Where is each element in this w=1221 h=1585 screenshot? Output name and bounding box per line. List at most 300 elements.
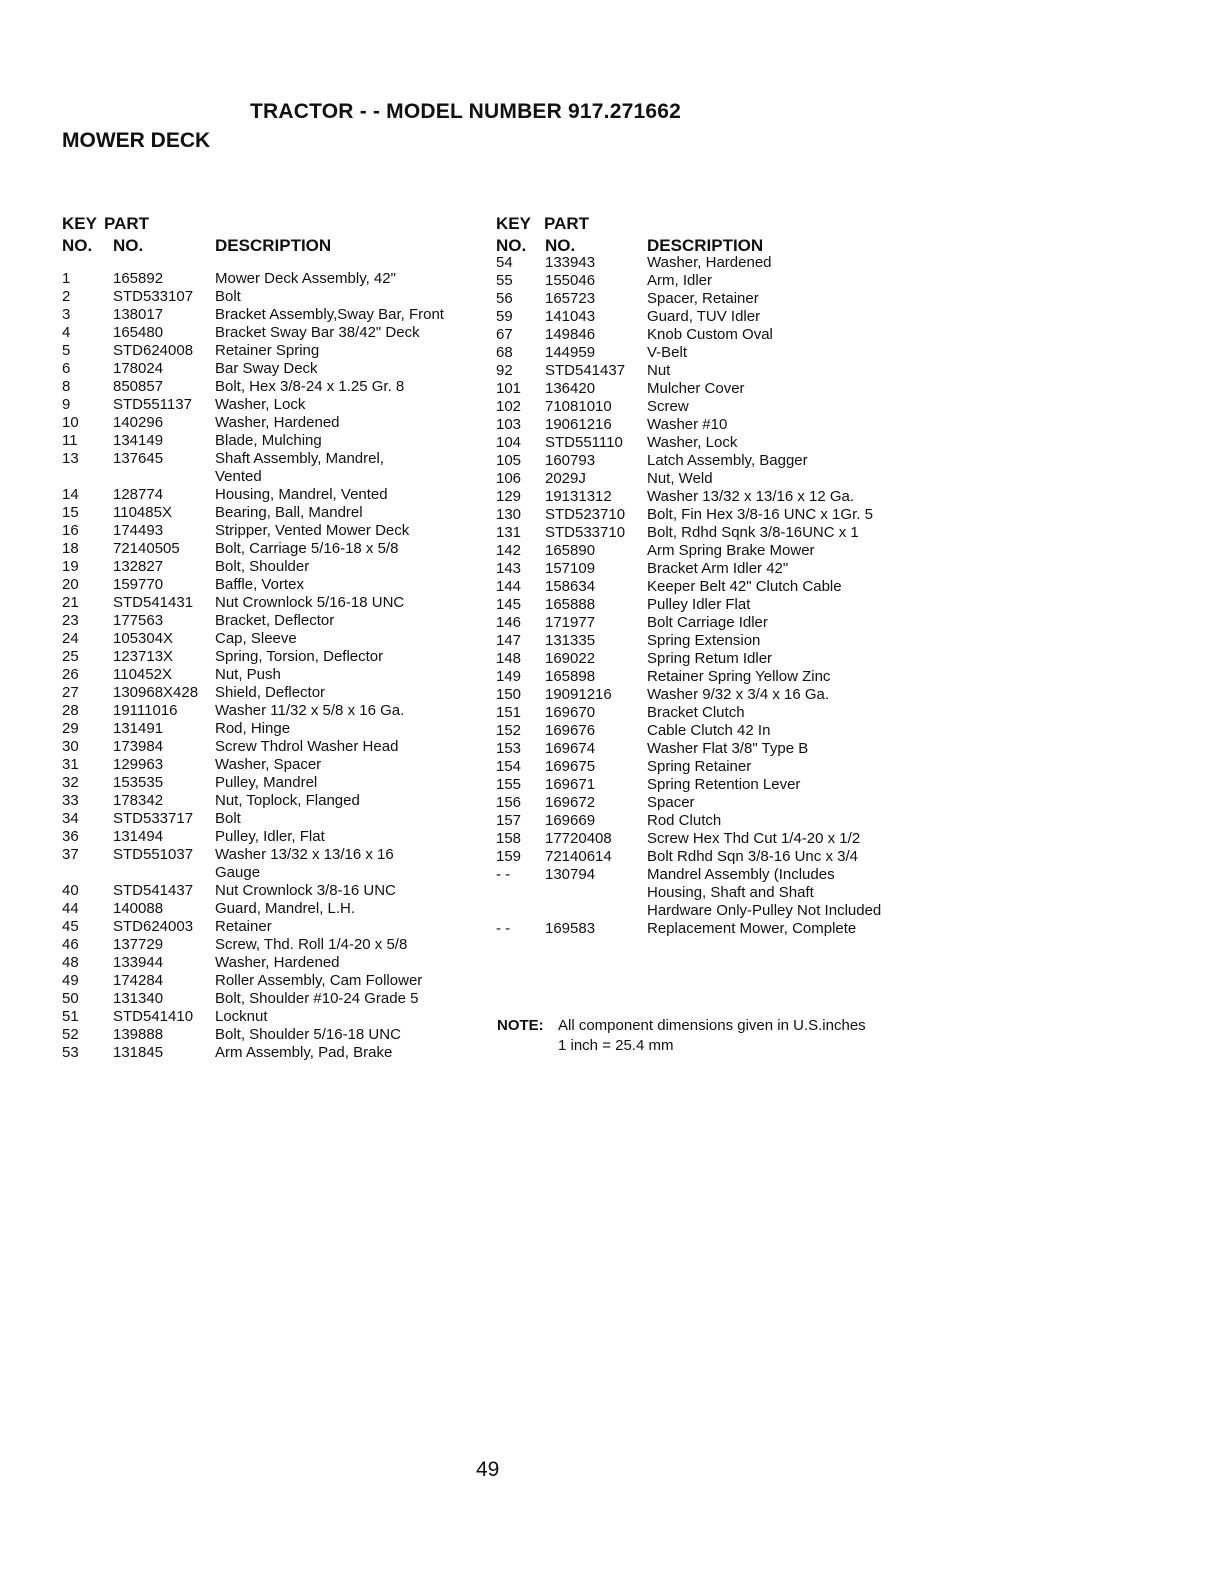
table-row [62,342,482,360]
part-number: 19091216 [545,686,612,703]
part-number: 139888 [113,1026,164,1043]
table-row [496,650,916,668]
key-number: 10 [62,414,79,431]
part-number: 178024 [113,360,164,377]
table-row [496,272,916,290]
table-row [62,540,482,558]
table-row [62,684,482,702]
part-description: Latch Assembly, Bagger [647,452,808,469]
key-number: 9 [62,396,71,413]
part-number: 105304X [113,630,174,647]
key-number: 24 [62,630,79,647]
key-number: 51 [62,1008,79,1025]
part-description: Washer 11/32 x 5/8 x 16 Ga. [215,702,405,719]
part-number: 165890 [545,542,596,559]
part-number: 153535 [113,774,164,791]
key-number: 106 [496,470,522,487]
key-number: 155 [496,776,522,793]
part-number: 169672 [545,794,596,811]
table-row [496,290,916,308]
table-row [62,504,482,522]
part-number: 165892 [113,270,164,287]
part-number: 177563 [113,612,164,629]
part-description: Shield, Deflector [215,684,326,701]
header-key: KEY [62,214,97,233]
part-number: 131340 [113,990,164,1007]
key-number: 53 [62,1044,79,1061]
part-description: Bracket Sway Bar 38/42" Deck [215,324,420,341]
table-row [496,866,916,920]
part-number: 140296 [113,414,164,431]
key-number: 153 [496,740,522,757]
table-row [496,434,916,452]
table-row [62,792,482,810]
part-number: 169669 [545,812,596,829]
part-number: 138017 [113,306,164,323]
part-description: V-Belt [647,344,688,361]
part-description: Spacer [647,794,695,811]
part-number: 128774 [113,486,164,503]
part-number: STD541437 [113,882,194,899]
part-number: 17720408 [545,830,612,847]
key-number: 67 [496,326,513,343]
key-number: 101 [496,380,522,397]
key-number: 55 [496,272,513,289]
part-number: 160793 [545,452,596,469]
part-description: Washer 9/32 x 3/4 x 16 Ga. [647,686,830,703]
table-row [62,1008,482,1026]
table-row [62,432,482,450]
part-description: Spacer, Retainer [647,290,759,307]
part-description: Washer 13/32 x 13/16 x 12 Ga. [647,488,855,505]
note-text: All component dimensions given in U.S.inches [558,1017,866,1034]
key-number: 157 [496,812,522,829]
part-description: Nut, Toplock, Flanged [215,792,360,809]
key-number: 46 [62,936,79,953]
part-description: Spring Retention Lever [647,776,801,793]
table-row [496,632,916,650]
section-title: MOWER DECK [62,129,211,152]
part-number: 173984 [113,738,164,755]
part-number: STD533710 [545,524,626,541]
part-description: Bolt, Shoulder [215,558,310,575]
table-row [496,254,916,272]
part-description: Pulley, Idler, Flat [215,828,325,845]
part-description: Screw Hex Thd Cut 1/4-20 x 1/2 [647,830,861,847]
part-description: Nut [647,362,671,379]
table-row [496,452,916,470]
key-number: 130 [496,506,522,523]
part-description: Bracket Arm Idler 42" [647,560,789,577]
part-description: Rod Clutch [647,812,722,829]
key-number: - - [496,920,511,937]
part-description: Bracket Assembly,Sway Bar, Front [215,306,444,323]
part-description: Bracket, Deflector [215,612,335,629]
part-number: 140088 [113,900,164,917]
part-number: 129963 [113,756,164,773]
part-number: 110485X [113,504,172,521]
part-description: Washer 13/32 x 13/16 x 16 Gauge [215,846,394,881]
table-row [62,648,482,666]
key-number: 34 [62,810,79,827]
table-row [496,776,916,794]
part-number: 132827 [113,558,164,575]
key-number: 11 [62,432,78,449]
table-row [496,524,916,542]
key-number: 28 [62,702,79,719]
part-number: STD541410 [113,1008,194,1025]
part-description: Guard, TUV Idler [647,308,761,325]
table-row [62,1026,482,1044]
key-number: 149 [496,668,522,685]
table-row [62,378,482,396]
key-number: 151 [496,704,522,721]
part-description: Washer, Spacer [215,756,322,773]
part-description: Bolt, Hex 3/8-24 x 1.25 Gr. 8 [215,378,405,395]
page-title: TRACTOR - - MODEL NUMBER 917.271662 [250,100,681,123]
part-description: Roller Assembly, Cam Follower [215,972,423,989]
part-description: Bar Sway Deck [215,360,318,377]
key-number: 30 [62,738,79,755]
key-number: 152 [496,722,522,739]
key-number: 131 [496,524,522,541]
table-row [62,918,482,936]
key-number: 156 [496,794,522,811]
table-row [496,398,916,416]
key-number: 2 [62,288,71,305]
key-number: 29 [62,720,79,737]
part-number: 137729 [113,936,164,953]
key-number: 16 [62,522,79,539]
key-number: 25 [62,648,79,665]
part-description: Retainer Spring Yellow Zinc [647,668,831,685]
key-number: 33 [62,792,79,809]
part-description: Arm Assembly, Pad, Brake [215,1044,393,1061]
key-number: 104 [496,434,522,451]
part-description: Bolt [215,288,241,305]
key-number: 150 [496,686,522,703]
table-row [62,810,482,828]
part-number: STD533717 [113,810,194,827]
key-number: 37 [62,846,79,863]
part-number: 149846 [545,326,596,343]
part-description: Bolt Rdhd Sqn 3/8-16 Unc x 3/4 [647,848,858,865]
part-description: Retainer [215,918,272,935]
table-row [496,344,916,362]
table-row [62,576,482,594]
key-number: 8 [62,378,71,395]
table-row [62,954,482,972]
key-number: 13 [62,450,79,467]
table-row [62,900,482,918]
part-description: Bolt [215,810,241,827]
table-row [62,450,482,486]
part-description: Stripper, Vented Mower Deck [215,522,410,539]
part-number: 169671 [545,776,596,793]
part-description: Guard, Mandrel, L.H. [215,900,356,917]
table-row [62,486,482,504]
part-description: Bolt, Shoulder 5/16-18 UNC [215,1026,401,1043]
key-number: 32 [62,774,79,791]
table-row [496,596,916,614]
part-description: Spring Retainer [647,758,752,775]
table-row [496,506,916,524]
parts-table-left [62,214,482,1062]
part-description: Pulley, Mandrel [215,774,318,791]
key-number: 19 [62,558,79,575]
part-description: Bearing, Ball, Mandrel [215,504,363,521]
table-row [496,578,916,596]
part-description: Bracket Clutch [647,704,745,721]
part-number: 165480 [113,324,164,341]
table-row [62,936,482,954]
table-row [496,326,916,344]
table-row [496,668,916,686]
part-number: 134149 [113,432,164,449]
part-number: 72140505 [113,540,180,557]
table-row [496,308,916,326]
key-number: 1 [62,270,71,287]
key-number: 21 [62,594,79,611]
part-number: 144959 [545,344,596,361]
key-number: 31 [62,756,79,773]
part-number: 2029J [545,470,586,487]
table-row [62,1044,482,1062]
part-description: Mandrel Assembly (Includes Housing, Shaft and Shaft Hardware Only-Pulley Not Included [647,866,882,919]
key-number: 129 [496,488,522,505]
part-description: Nut Crownlock 3/8-16 UNC [215,882,396,899]
part-description: Washer Flat 3/8" Type B [647,740,809,757]
key-number: 59 [496,308,513,325]
table-row [496,560,916,578]
part-number: 159770 [113,576,164,593]
key-number: 52 [62,1026,79,1043]
key-number: 49 [62,972,79,989]
part-description: Cap, Sleeve [215,630,297,647]
part-number: STD541431 [113,594,194,611]
table-row [496,848,916,866]
table-row [62,522,482,540]
table-row [62,720,482,738]
part-number: 19111016 [113,702,178,719]
table-row [496,704,916,722]
key-number: 159 [496,848,522,865]
page-number: 49 [476,1458,500,1481]
key-number: 40 [62,882,79,899]
key-number: 4 [62,324,71,341]
table-row [496,920,916,938]
part-description: Spring Retum Idler [647,650,773,667]
part-number: STD523710 [545,506,626,523]
key-number: 148 [496,650,522,667]
key-number: 14 [62,486,79,503]
header-key-no: NO. [62,236,93,255]
part-description: Replacement Mower, Complete [647,920,857,937]
part-number: 169670 [545,704,596,721]
header-part: PART [104,214,150,233]
key-number: 143 [496,560,522,577]
table-row [62,288,482,306]
table-row [62,396,482,414]
part-description: Bolt Carriage Idler [647,614,768,631]
table-row [62,882,482,900]
key-number: 6 [62,360,71,377]
part-description: Washer, Lock [215,396,306,413]
part-number: 71081010 [545,398,612,415]
key-number: 146 [496,614,522,631]
key-number: 158 [496,830,522,847]
table-row [62,774,482,792]
note [497,1016,866,1054]
parts-table-right [496,214,916,938]
header-key: KEY [496,214,531,233]
part-description: Retainer Spring [215,342,320,359]
table-row [62,738,482,756]
header-part-no: NO. [113,236,144,255]
part-description: Washer, Hardened [215,954,340,971]
part-number: 133944 [113,954,164,971]
table-row [62,612,482,630]
part-description: Housing, Mandrel, Vented [215,486,388,503]
part-number: 165888 [545,596,596,613]
header-part-no: NO. [545,236,576,255]
key-number: 50 [62,990,79,1007]
key-number: 15 [62,504,79,521]
header-description: DESCRIPTION [215,236,332,255]
table-row [496,830,916,848]
table-row [62,360,482,378]
part-description: Washer, Hardened [647,254,772,271]
table-row [62,414,482,432]
part-number: 130794 [545,866,596,883]
part-number: 169022 [545,650,596,667]
table-row [62,324,482,342]
header-description: DESCRIPTION [647,236,764,255]
part-number: 165723 [545,290,596,307]
part-number: 19061216 [545,416,612,433]
part-description: Keeper Belt 42" Clutch Cable [647,578,842,595]
key-number: 144 [496,578,522,595]
part-description: Nut Crownlock 5/16-18 UNC [215,594,405,611]
key-number: 20 [62,576,79,593]
part-number: 131845 [113,1044,164,1061]
part-number: STD551037 [113,846,194,863]
part-number: 131335 [545,632,596,649]
part-number: 169675 [545,758,596,775]
key-number: 68 [496,344,513,361]
part-description: Blade, Mulching [215,432,322,449]
part-description: Bolt, Rdhd Sqnk 3/8-16UNC x 1 [647,524,859,541]
key-number: 54 [496,254,513,271]
key-number: 102 [496,398,522,415]
part-number: 850857 [113,378,164,395]
parts-list [62,270,482,1062]
part-description: Nut, Push [215,666,281,683]
part-number: 131491 [113,720,164,737]
key-number: 36 [62,828,79,845]
part-number: STD624003 [113,918,194,935]
key-number: 3 [62,306,71,323]
part-number: 141043 [545,308,596,325]
part-description: Washer, Hardened [215,414,340,431]
part-description: Mower Deck Assembly, 42" [215,270,396,287]
part-number: STD551110 [545,434,623,451]
part-number: 169583 [545,920,596,937]
part-description: Rod, Hinge [215,720,291,737]
part-description: Arm, Idler [647,272,713,289]
part-number: 19131312 [545,488,612,505]
key-number: 147 [496,632,522,649]
part-number: 110452X [113,666,172,683]
key-number: 27 [62,684,79,701]
part-description: Shaft Assembly, Mandrel, Vented [215,450,384,485]
table-row [62,630,482,648]
table-row [496,380,916,398]
part-number: 174493 [113,522,164,539]
table-row [496,470,916,488]
table-row [62,270,482,288]
part-number: 133943 [545,254,596,271]
table-row [62,972,482,990]
part-description: Screw Thdrol Washer Head [215,738,399,755]
key-number: 56 [496,290,513,307]
part-number: 158634 [545,578,596,595]
key-number: - - [496,866,511,883]
part-number: 169676 [545,722,596,739]
key-number: 23 [62,612,79,629]
part-description: Bolt, Fin Hex 3/8-16 UNC x 1Gr. 5 [647,506,873,523]
note-conversion: 1 inch = 25.4 mm [558,1037,674,1054]
part-number: 171977 [545,614,596,631]
table-row [62,846,482,882]
key-number: 103 [496,416,522,433]
part-description: Nut, Weld [647,470,713,487]
key-number: 26 [62,666,79,683]
part-number: 136420 [545,380,596,397]
table-row [496,614,916,632]
key-number: 92 [496,362,513,379]
table-row [496,794,916,812]
part-number: 72140614 [545,848,612,865]
key-number: 5 [62,342,71,359]
header-key-no: NO. [496,236,527,255]
part-number: 178342 [113,792,164,809]
key-number: 145 [496,596,522,613]
part-number: 165898 [545,668,596,685]
part-number: STD541437 [545,362,626,379]
table-row [496,362,916,380]
part-number: 157109 [545,560,596,577]
table-row [496,758,916,776]
part-number: 131494 [113,828,164,845]
table-row [496,542,916,560]
table-row [496,686,916,704]
parts-list [496,254,916,938]
key-number: 48 [62,954,79,971]
table-row [496,812,916,830]
table-row [496,416,916,434]
part-description: Spring, Torsion, Deflector [215,648,384,665]
part-number: STD551137 [113,396,192,413]
table-row [62,666,482,684]
table-header [62,214,482,270]
table-row [496,488,916,506]
part-description: Spring Extension [647,632,761,649]
part-description: Screw [647,398,689,415]
part-description: Washer, Lock [647,434,738,451]
table-row [62,828,482,846]
key-number: 18 [62,540,79,557]
